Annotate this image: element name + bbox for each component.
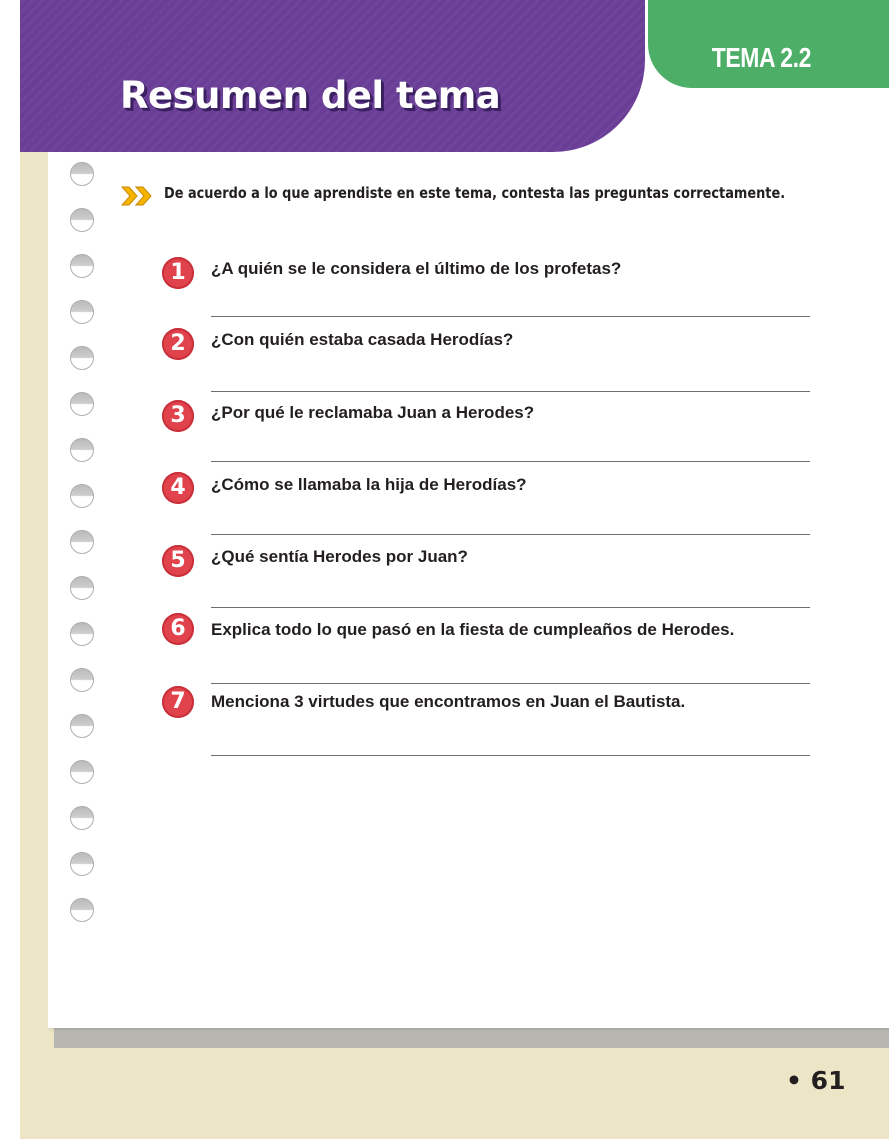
notebook-ring-icon xyxy=(70,346,94,370)
question-number-badge: 7 xyxy=(162,686,194,718)
answer-line[interactable] xyxy=(211,607,810,608)
notebook-ring-icon xyxy=(70,530,94,554)
question-number-badge: 6 xyxy=(162,613,194,645)
notebook-ring-icon xyxy=(70,254,94,278)
page-margin xyxy=(0,0,20,1139)
question-text: Menciona 3 virtudes que encontramos en Juan el Bautista. xyxy=(211,692,686,711)
notebook-ring-icon xyxy=(70,760,94,784)
notebook-ring-icon xyxy=(70,852,94,876)
tema-tab xyxy=(648,0,889,88)
notebook-ring-icon xyxy=(70,300,94,324)
question-text: ¿Con quién estaba casada Herodías? xyxy=(211,330,514,349)
double-chevron-icon xyxy=(120,184,156,208)
question-number-badge: 4 xyxy=(162,472,194,504)
notebook-ring-icon xyxy=(70,484,94,508)
answer-line[interactable] xyxy=(211,534,810,535)
answer-line[interactable] xyxy=(211,683,810,684)
question-text: ¿Qué sentía Herodes por Juan? xyxy=(211,547,468,566)
answer-line[interactable] xyxy=(211,461,810,462)
notebook-ring-icon xyxy=(70,806,94,830)
header-banner xyxy=(20,0,645,152)
question-text: ¿A quién se le considera el último de los profetas? xyxy=(211,259,622,278)
notebook-ring-icon xyxy=(70,438,94,462)
answer-line[interactable] xyxy=(211,391,810,392)
answer-line[interactable] xyxy=(211,316,810,317)
question-number-badge: 3 xyxy=(162,400,194,432)
notebook-ring-icon xyxy=(70,622,94,646)
question-number-badge: 1 xyxy=(162,257,194,289)
notebook-ring-icon xyxy=(70,162,94,186)
answer-line[interactable] xyxy=(211,755,810,756)
notebook-ring-icon xyxy=(70,668,94,692)
notebook-shadow xyxy=(54,1028,889,1048)
notebook-ring-icon xyxy=(70,392,94,416)
question-text: ¿Por qué le reclamaba Juan a Herodes? xyxy=(211,403,535,422)
question-number-badge: 5 xyxy=(162,545,194,577)
notebook-ring-icon xyxy=(70,898,94,922)
notebook-ring-icon xyxy=(70,576,94,600)
notebook-ring-icon xyxy=(70,208,94,232)
page-title: Resumen del tema xyxy=(120,74,501,117)
instruction-text: De acuerdo a lo que aprendiste en este tema, contesta las preguntas correctamente. xyxy=(164,184,786,202)
question-text: ¿Cómo se llamaba la hija de Herodías? xyxy=(211,475,527,494)
tema-label: TEMA 2.2 xyxy=(711,42,811,73)
question-number-badge: 2 xyxy=(162,328,194,360)
notebook-ring-icon xyxy=(70,714,94,738)
question-text: Explica todo lo que pasó en la fiesta de cumpleaños de Herodes. xyxy=(211,620,735,639)
page-number: • 61 xyxy=(786,1066,846,1095)
